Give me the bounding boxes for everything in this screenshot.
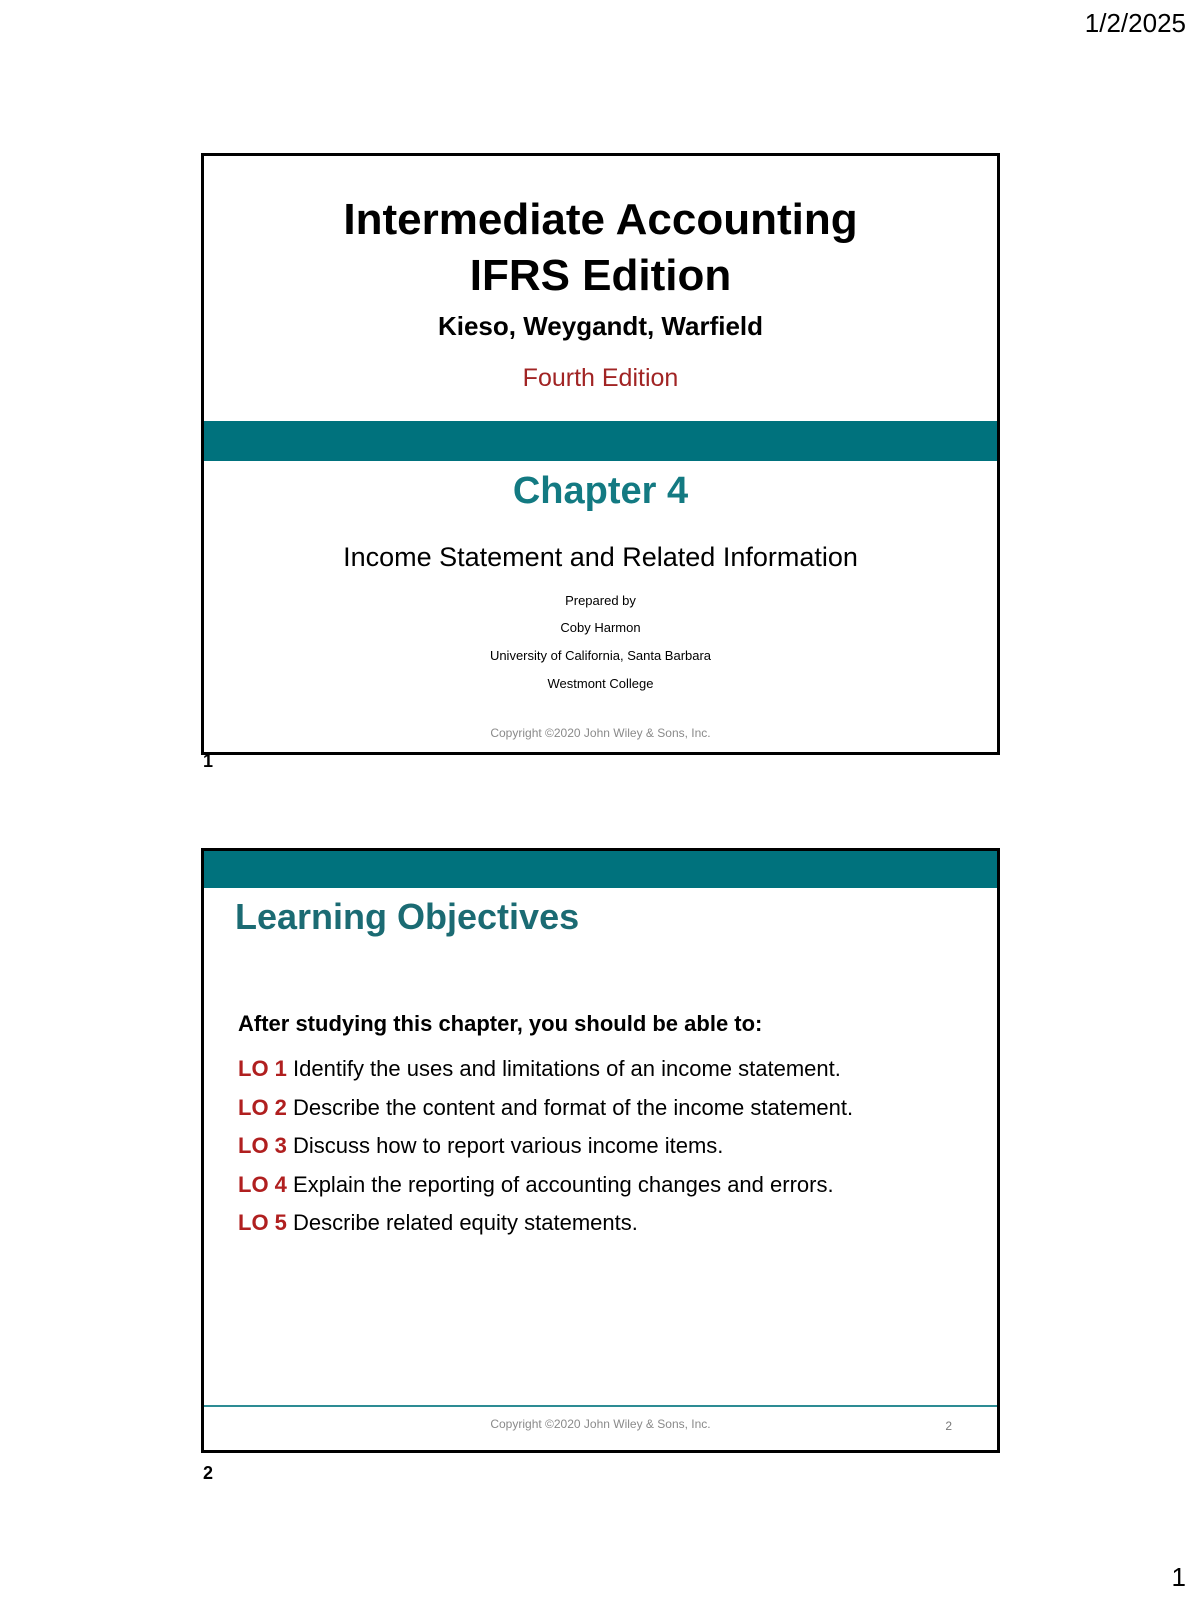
- objective-code: LO 2: [238, 1094, 287, 1120]
- page-number: 1: [1171, 1562, 1186, 1592]
- page-date: 1/2/2025: [1084, 8, 1186, 38]
- slide-learning-objectives: [201, 848, 1000, 1453]
- objective-code: LO 3: [238, 1133, 287, 1158]
- title-line-2: IFRS Edition: [469, 251, 732, 300]
- teal-band: [204, 421, 997, 461]
- learning-objectives-title: Learning Objectives: [235, 896, 580, 937]
- objective-item: [238, 1204, 853, 1243]
- objective-item: [238, 1166, 853, 1205]
- slide-number-2: 2: [203, 1463, 214, 1483]
- slide-title-heading: [204, 192, 997, 304]
- objectives-list: [238, 1050, 853, 1243]
- objective-item: [238, 1050, 853, 1089]
- objective-text: Explain the reporting of accounting changes and errors.: [286, 1171, 834, 1197]
- title-line-1: Intermediate Accounting: [343, 195, 858, 244]
- affiliation-2: Westmont College: [547, 676, 654, 691]
- copyright: Copyright ©2020 John Wiley & Sons, Inc.: [490, 726, 711, 740]
- objective-code: LO 4: [238, 1171, 287, 1197]
- objective-code: LO 5: [238, 1210, 287, 1235]
- authors: Kieso, Weygandt, Warfield: [437, 311, 764, 341]
- chapter-title: Income Statement and Related Information: [343, 542, 858, 572]
- objective-text: Identify the uses and limitations of an income statement.: [286, 1056, 841, 1081]
- objective-code: LO 1: [238, 1056, 287, 1081]
- affiliation-1: University of California, Santa Barbara: [489, 648, 712, 663]
- chapter-heading: Chapter 4: [512, 470, 689, 512]
- objective-text: Describe related equity statements.: [286, 1210, 638, 1235]
- objectives-intro: After studying this chapter, you should be able to:: [238, 1011, 763, 1036]
- copyright: Copyright ©2020 John Wiley & Sons, Inc.: [490, 1417, 711, 1431]
- preparer-name: Coby Harmon: [560, 620, 641, 635]
- objective-item: [238, 1089, 853, 1128]
- slide-number-1: 1: [203, 751, 214, 771]
- footer-divider: [204, 1405, 997, 1407]
- teal-header-bar: [204, 851, 997, 888]
- objective-text: Discuss how to report various income items.: [286, 1133, 724, 1158]
- edition: Fourth Edition: [522, 364, 679, 392]
- prepared-by: Prepared by: [565, 593, 636, 608]
- objective-text: Describe the content and format of the income statement.: [286, 1094, 854, 1120]
- objective-item: [238, 1127, 853, 1166]
- slide-footer-number: 2: [945, 1419, 952, 1433]
- slide-title: [201, 153, 1000, 755]
